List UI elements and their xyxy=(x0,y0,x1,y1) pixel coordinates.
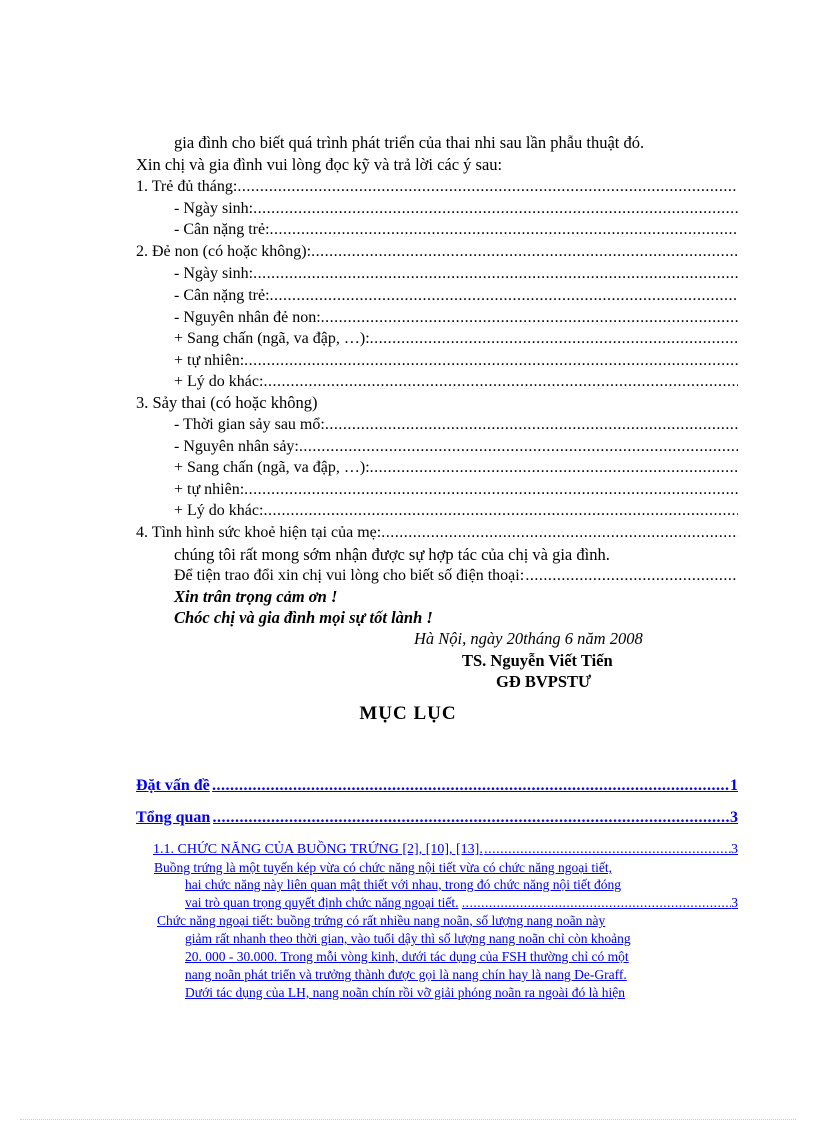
fill-dots xyxy=(212,776,730,796)
toc-entry-tong-quan[interactable] xyxy=(136,808,738,828)
signer-name: TS. Nguyễn Viết Tiến xyxy=(462,651,613,670)
q3-trauma-label: + Sang chấn (ngã, va đập, …): xyxy=(174,459,370,476)
q3-natural-label: + tự nhiên: xyxy=(174,481,245,498)
fill-dots xyxy=(213,808,730,828)
question-2 xyxy=(136,242,738,262)
q2-weight-label: - Cân nặng trẻ: xyxy=(174,287,270,304)
fill-dots xyxy=(525,566,738,586)
toc-entry-label: vai trò quan trọng quyết định chức năng ngoại tiết. xyxy=(185,895,459,910)
q2-other xyxy=(174,372,738,392)
fill-dots xyxy=(370,329,738,349)
toc-entry-chuc-nang-buong-trung[interactable] xyxy=(153,840,738,860)
q2-weight xyxy=(174,286,738,306)
fill-dots xyxy=(253,264,738,284)
q3-natural xyxy=(174,480,738,500)
q1-birthdate-label: - Ngày sinh: xyxy=(174,200,254,217)
toc-entry-page: 3 xyxy=(731,895,738,910)
q3-other-label: + Lý do khác: xyxy=(174,502,264,519)
fill-dots xyxy=(311,242,738,262)
fill-dots xyxy=(462,895,732,911)
fill-dots xyxy=(244,480,738,500)
q1-weight xyxy=(174,220,738,240)
fill-dots xyxy=(237,177,738,197)
date-line: Hà Nội, ngày 20tháng 6 năm 2008 xyxy=(414,629,643,648)
fill-dots xyxy=(263,501,738,521)
toc-para1-line-3[interactable] xyxy=(185,895,738,911)
toc-entry-dat-van-de[interactable] xyxy=(136,776,738,796)
toc-para1-line-2[interactable]: hai chức năng này liên quan mật thiết với nhau, trong đó chức năng nội tiết đóng xyxy=(185,877,622,892)
fill-dots xyxy=(270,286,738,306)
toc-para2-line-5[interactable]: Dưới tác dụng của LH, nang noãn chín rồi vỡ giải phóng noãn ra ngoài đó là hiện xyxy=(185,985,625,1000)
q2-natural xyxy=(174,351,738,371)
fill-dots xyxy=(484,840,731,860)
toc-para2-line-1[interactable]: Chức năng ngoại tiết: buồng trứng có rất nhiều nang noãn, số lượng nang noãn này xyxy=(157,913,606,928)
toc-para2-line-3[interactable]: 20. 000 - 30.000. Trong mỗi vòng kinh, dưới tác dụng của FSH thường chỉ có một xyxy=(185,949,629,964)
q2-birthdate-label: - Ngày sinh: xyxy=(174,265,254,282)
question-2-label: 2. Đẻ non (có hoặc không): xyxy=(136,243,312,260)
toc-entry-page: 3 xyxy=(731,842,738,857)
toc-entry-page: 1 xyxy=(730,777,738,794)
q3-time xyxy=(174,415,738,435)
fill-dots xyxy=(244,351,738,371)
question-4-label: 4. Tình hình sức khoẻ hiện tại của mẹ: xyxy=(136,524,382,541)
fill-dots xyxy=(270,220,738,240)
intro-line-2: Xin chị và gia đình vui lòng đọc kỹ và trả lời các ý sau: xyxy=(136,155,503,174)
intro-line-1: gia đình cho biết quá trình phát triển của thai nhi sau lần phẫu thuật đó. xyxy=(174,133,645,152)
fill-dots xyxy=(381,523,738,543)
fill-dots xyxy=(263,372,738,392)
q1-weight-label: - Cân nặng trẻ: xyxy=(174,221,270,238)
toc-para2-line-4[interactable]: nang noãn phát triển và trưởng thành được gọi là nang chín hay là nang De-Graff. xyxy=(185,967,627,982)
question-1 xyxy=(136,177,738,197)
fill-dots xyxy=(321,308,738,328)
question-1-label: 1. Trẻ đủ tháng: xyxy=(136,178,238,195)
toc-entry-label: Tổng quan xyxy=(136,809,211,826)
fill-dots xyxy=(253,199,738,219)
fill-dots xyxy=(299,437,738,457)
q2-trauma-label: + Sang chấn (ngã, va đập, …): xyxy=(174,330,370,347)
q2-other-label: + Lý do khác: xyxy=(174,373,264,390)
toc-entry-label: Đặt vấn đề xyxy=(136,777,210,794)
toc-entry-label: 1.1. CHỨC NĂNG CỦA BUỒNG TRỨNG [2], [10], [13]. xyxy=(153,842,483,857)
q2-trauma xyxy=(174,329,738,349)
q2-cause-label: - Nguyên nhân đẻ non: xyxy=(174,309,321,326)
hope-line: chúng tôi rất mong sớm nhận được sự hợp tác của chị và gia đình. xyxy=(174,545,610,564)
toc-para1-line-1[interactable]: Buồng trứng là một tuyến kép vừa có chức năng nội tiết vừa có chức năng ngoại tiết, xyxy=(154,860,612,875)
q2-cause xyxy=(174,308,738,328)
signer-position: GĐ BVPSTƯ xyxy=(496,672,592,691)
q3-cause xyxy=(174,437,738,457)
q3-cause-label: - Nguyên nhân sảy: xyxy=(174,438,299,455)
phone-label: Để tiện trao đổi xin chị vui lòng cho biết số điện thoại: xyxy=(174,567,525,584)
toc-entry-page: 3 xyxy=(730,809,738,826)
toc-para2-line-2[interactable]: giảm rất nhanh theo thời gian, vào tuổi dậy thì số lượng nang noãn chỉ còn khoảng xyxy=(185,931,631,946)
phone-line xyxy=(174,566,738,586)
q3-trauma xyxy=(174,458,738,478)
q2-birthdate xyxy=(174,264,738,284)
q2-natural-label: + tự nhiên: xyxy=(174,352,245,369)
q3-time-label: - Thời gian sảy sau mổ: xyxy=(174,416,325,433)
question-4 xyxy=(136,523,738,543)
question-3: 3. Sảy thai (có hoặc không) xyxy=(136,393,318,412)
page-bottom-rule xyxy=(20,1119,796,1120)
fill-dots xyxy=(325,415,738,435)
q3-other xyxy=(174,501,738,521)
wish-line: Chóc chị và gia đình mọi sự tốt lành ! xyxy=(174,608,433,627)
fill-dots xyxy=(370,458,738,478)
q1-birthdate xyxy=(174,199,738,219)
thanks-line: Xin trân trọng cảm ơn ! xyxy=(174,587,338,606)
toc-title: MỤC LỤC xyxy=(359,703,457,724)
